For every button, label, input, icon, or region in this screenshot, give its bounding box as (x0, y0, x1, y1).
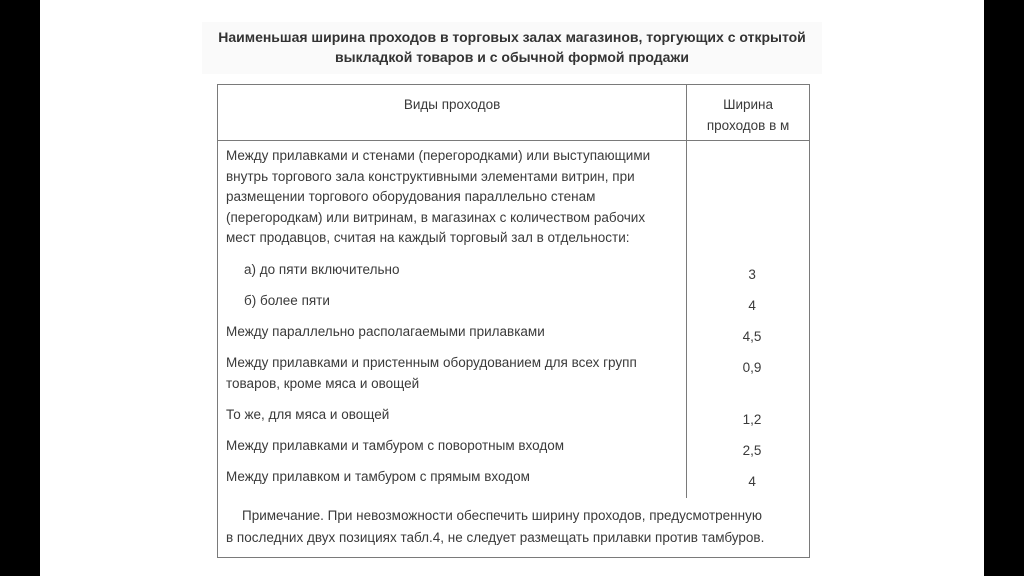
table-row-8-label: Между прилавком и тамбуром с прямым входом (226, 469, 530, 484)
left-black-bar (0, 0, 40, 576)
table-row-2-value: 3 (748, 267, 756, 282)
table-row-6-label: То же, для мяса и овощей (226, 407, 390, 422)
title-line-1: Наименьшая ширина проходов в торговых залах магазинов, торгующих с открытой (218, 29, 806, 45)
table-row-5-label (218, 353, 686, 405)
note-line-1-text: Примечание. При невозможности обеспечить ширину проходов, предусмотренную (242, 508, 762, 523)
note-line-1 (226, 505, 801, 527)
table-row-7-value: 2,5 (742, 443, 762, 458)
row-1-line-3: размещении торгового оборудования параллельно стенам (226, 189, 596, 204)
table-title (202, 22, 822, 74)
table (217, 84, 810, 558)
table-row-4-label: Между параллельно располагаемыми прилавками (226, 324, 545, 339)
header-width-line-2: проходов в м (706, 118, 790, 133)
table-row-1-value (687, 141, 809, 265)
header-aisle-types: Виды проходов (218, 85, 687, 141)
table-row-3-label: б) более пяти (244, 293, 330, 308)
note-line-2: в последних двух позициях табл.4, не следует размещать прилавки против тамбуров. (226, 530, 765, 545)
row-1-line-1: Между прилавками и стенами (перегородками) или выступающими (226, 148, 651, 163)
right-black-bar (984, 0, 1024, 576)
aisle-width-table (217, 84, 810, 548)
table-body-row (218, 141, 810, 499)
table-row-7-label: Между прилавками и тамбуром с поворотным входом (226, 438, 564, 453)
table-note-row (218, 498, 810, 558)
row-5-line-1: Между прилавками и пристенным оборудованием для всех групп (226, 355, 637, 370)
table-note (218, 498, 810, 558)
table-row-3-value: 4 (748, 298, 756, 313)
header-aisle-width (687, 85, 810, 141)
aisle-types-column (218, 141, 687, 499)
table-row-2-label: а) до пяти включительно (244, 262, 400, 277)
row-1-line-4: (перегородкам) или витринам, в магазинах с количеством рабочих (226, 209, 646, 225)
table-row-8-value: 4 (748, 474, 756, 489)
table-row-1-label (218, 141, 686, 260)
row-5-line-2: товаров, кроме мяса и овощей (226, 375, 420, 391)
table-row-4-value: 4,5 (742, 329, 762, 344)
table-row-6-value: 1,2 (742, 412, 762, 427)
aisle-width-column (687, 141, 810, 499)
header-width-line-1: Ширина (723, 97, 774, 112)
table-header-row (218, 85, 810, 141)
table-row-5-value: 0,9 (742, 360, 762, 375)
title-line-2: выкладкой товаров и с обычной формой продажи (335, 49, 689, 65)
row-1-line-5: мест продавцов, считая на каждый торговый зал в отдельности: (226, 230, 630, 245)
row-1-line-2: внутрь торгового зала конструктивными элементами витрин, при (226, 168, 635, 184)
